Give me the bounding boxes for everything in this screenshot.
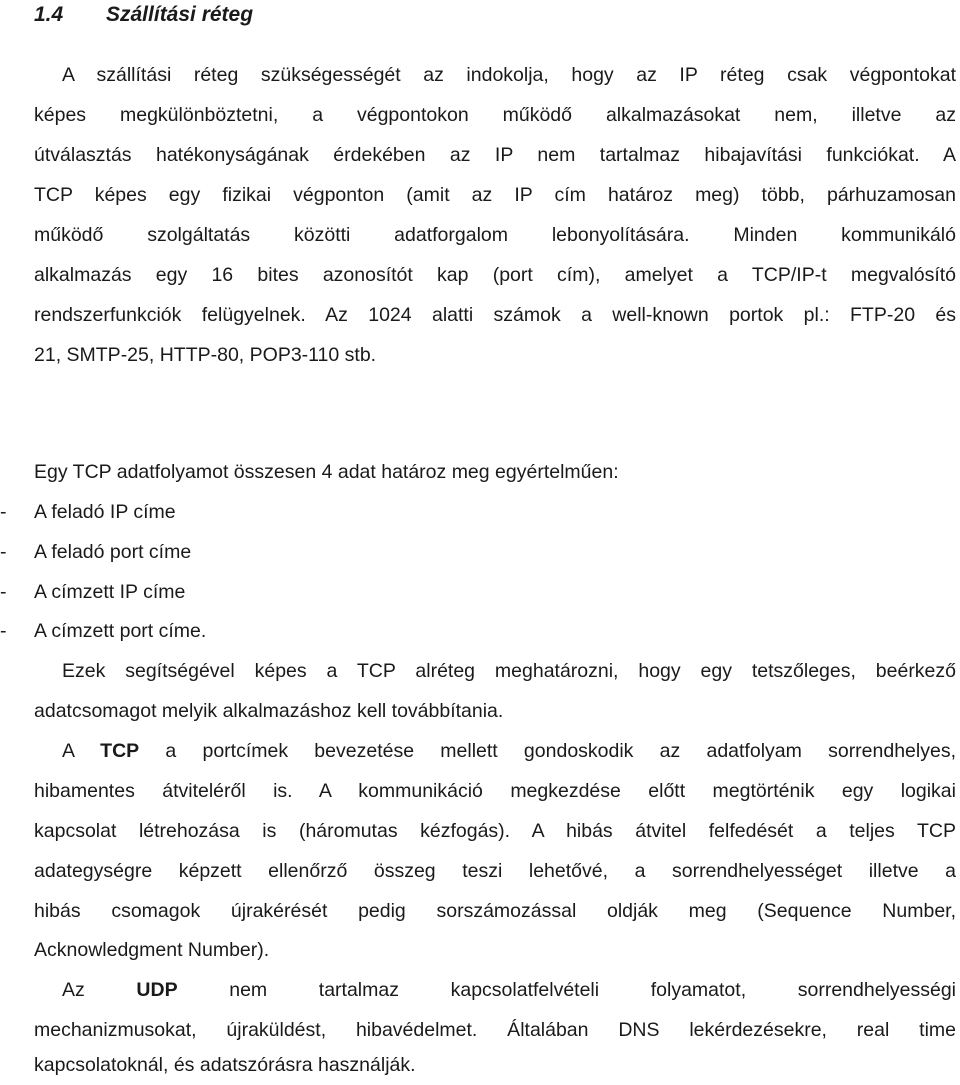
list-dash: - bbox=[0, 541, 7, 563]
list-dash: - bbox=[0, 620, 7, 642]
paragraph-1-line-1: A szállítási réteg szükségességét az indokolja, hogy az IP réteg csak végpontokat bbox=[62, 64, 956, 86]
paragraph-1-line-7: rendszerfunkciók felügyelnek. Az 1024 alatti számok a well-known portok pl.: FTP-20 és bbox=[34, 304, 956, 326]
section-heading bbox=[34, 0, 253, 30]
list-dash: - bbox=[0, 501, 7, 523]
paragraph-5-post: nem tartalmaz kapcsolatfelvételi folyamatot, sorrendhelyességi bbox=[229, 979, 956, 1001]
paragraph-4-post: a portcímek bevezetése mellett gondoskodik az adatfolyam sorrendhelyes, bbox=[165, 740, 956, 762]
paragraph-5-line-2: mechanizmusokat, újraküldést, hibavédelmet. Általában DNS lekérdezésekre, real time bbox=[34, 1019, 956, 1041]
paragraph-1-line-2: képes megkülönböztetni, a végpontokon működő alkalmazásokat nem, illetve az bbox=[34, 104, 956, 126]
list-intro: Egy TCP adatfolyamot összesen 4 adat határoz meg egyértelműen: bbox=[34, 461, 619, 483]
paragraph-5-line-3: kapcsolatoknál, és adatszórásra használják. bbox=[34, 1054, 416, 1076]
paragraph-4-line-2: hibamentes átviteléről is. A kommunikáció megkezdése előtt megtörténik egy logikai bbox=[34, 780, 956, 802]
tcp-term: TCP bbox=[100, 740, 140, 762]
paragraph-5-pre: Az bbox=[62, 979, 85, 1001]
paragraph-4-pre: A bbox=[62, 740, 74, 762]
paragraph-5-line-1 bbox=[62, 970, 956, 1010]
list-item-text: A feladó IP címe bbox=[34, 501, 176, 523]
list-item-text: A feladó port címe bbox=[34, 541, 192, 563]
paragraph-1-line-5: működő szolgáltatás közötti adatforgalom lebonyolítására. Minden kommunikáló bbox=[34, 224, 956, 246]
paragraph-4-line-3: kapcsolat létrehozása is (háromutas kézfogás). A hibás átvitel felfedését a teljes TCP bbox=[34, 820, 956, 842]
paragraph-4-line-4: adategységre képzett ellenőrző összeg teszi lehetővé, a sorrendhelyességet illetve a bbox=[34, 860, 956, 882]
paragraph-1-line-6: alkalmazás egy 16 bites azonosítót kap (port cím), amelyet a TCP/IP-t megvalósító bbox=[34, 264, 956, 286]
list-item bbox=[0, 532, 191, 572]
paragraph-1-line-3: útválasztás hatékonyságának érdekében az IP nem tartalmaz hibajavítási funkciókat. A bbox=[34, 144, 956, 166]
paragraph-4-line-5: hibás csomagok újrakérését pedig sorszámozással oldják meg (Sequence Number, bbox=[34, 900, 956, 922]
paragraph-3-line-2: adatcsomagot melyik alkalmazáshoz kell továbbítania. bbox=[34, 700, 504, 722]
paragraph-3-line-1: Ezek segítségével képes a TCP alréteg meghatározni, hogy egy tetszőleges, beérkező bbox=[62, 660, 956, 682]
list-dash: - bbox=[0, 581, 7, 603]
list-item bbox=[0, 572, 185, 612]
udp-term: UDP bbox=[136, 979, 178, 1001]
paragraph-1-line-8: 21, SMTP-25, HTTP-80, POP3-110 stb. bbox=[34, 344, 377, 366]
paragraph-1-line-4: TCP képes egy fizikai végponton (amit az IP cím határoz meg) több, párhuzamosan bbox=[34, 184, 956, 206]
list-item bbox=[0, 492, 176, 532]
paragraph-4-line-1 bbox=[62, 731, 956, 771]
list-item-text: A címzett port címe. bbox=[34, 620, 207, 642]
list-item-text: A címzett IP címe bbox=[34, 581, 186, 603]
list-item bbox=[0, 611, 206, 651]
section-title: Szállítási réteg bbox=[106, 3, 254, 26]
section-number: 1.4 bbox=[34, 3, 64, 26]
paragraph-4-line-6: Acknowledgment Number). bbox=[34, 939, 270, 961]
